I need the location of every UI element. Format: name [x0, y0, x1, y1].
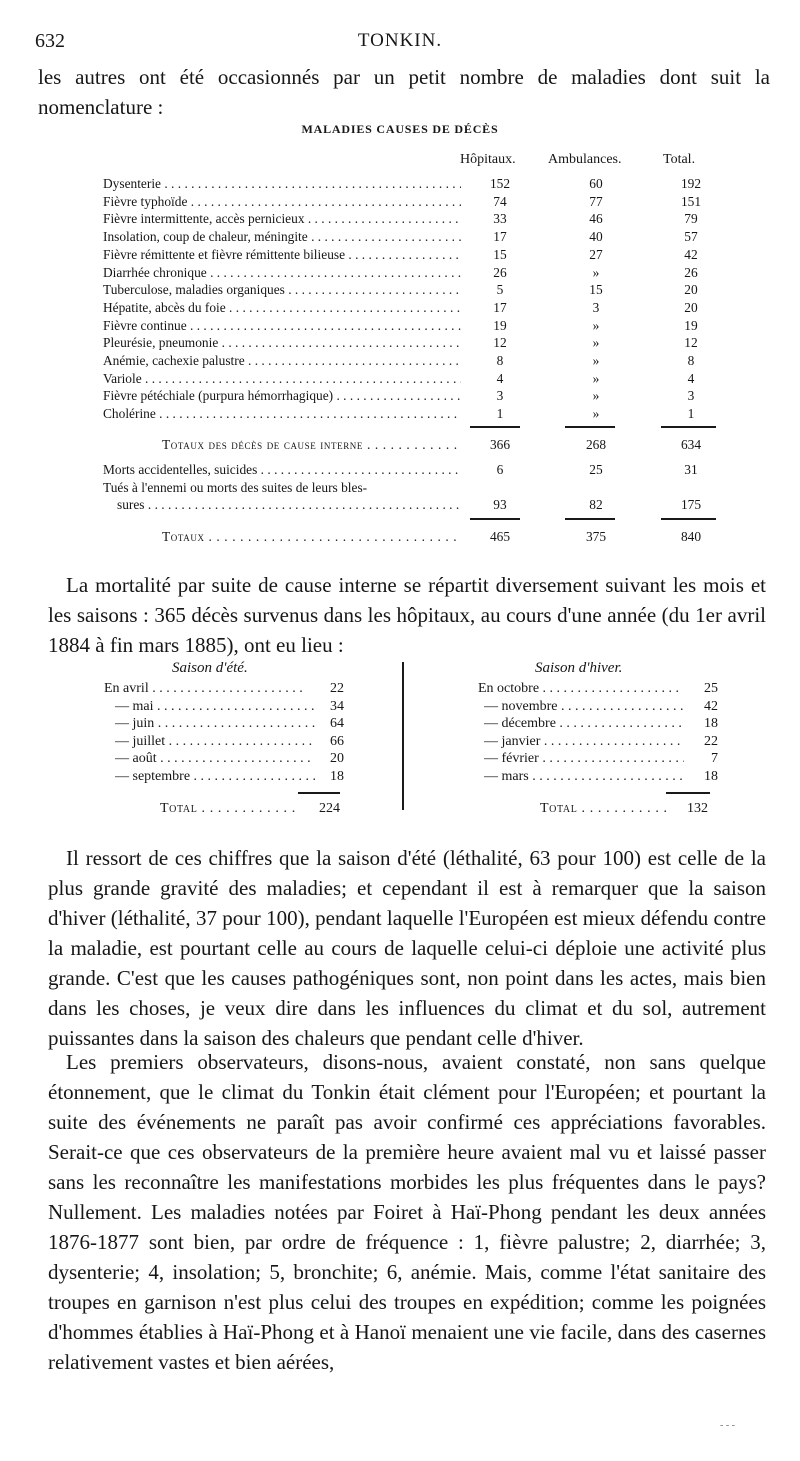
- table-row: [103, 265, 723, 283]
- row-hopitaux: 12: [493, 335, 507, 351]
- row-label: Pleurésie, pneumonie . . .: [103, 335, 461, 351]
- summer-row: [104, 734, 344, 752]
- grand-total-ambulances: 375: [585, 529, 607, 544]
- month-label: — mars . . .: [484, 769, 684, 785]
- subtotal-row: [162, 437, 723, 455]
- row-total: 20: [684, 299, 698, 315]
- month-value: 18: [704, 716, 718, 731]
- accidental-ambulances: 25: [589, 462, 603, 477]
- killed-row: [117, 497, 723, 515]
- table-caption: MALADIES CAUSES DE DÉCÈS: [301, 122, 499, 136]
- row-hopitaux: 17: [493, 229, 507, 245]
- month-label: — septembre . . .: [115, 769, 315, 785]
- summer-title: Saison d'été.: [172, 660, 248, 676]
- row-ambulances: 46: [589, 211, 603, 227]
- summer-row: [104, 751, 344, 769]
- month-value: 22: [330, 681, 344, 696]
- column-rule: [661, 518, 716, 520]
- row-label: Fièvre rémittente et fièvre rémittente bilieuse . . .: [103, 247, 461, 263]
- month-value: 7: [711, 751, 718, 766]
- row-total: 12: [684, 335, 698, 351]
- month-label: — novembre . . .: [484, 699, 684, 715]
- row-total: 4: [687, 370, 695, 386]
- accidental-label: Morts accidentelles, suicides . . .: [103, 462, 461, 478]
- month-value: 22: [704, 733, 718, 749]
- row-total: 26: [684, 264, 698, 280]
- month-value: 20: [330, 751, 344, 766]
- row-total: 3: [687, 388, 695, 404]
- month-label: — janvier . . .: [484, 734, 684, 750]
- summer-total-row: [160, 801, 340, 819]
- row-hopitaux: 3: [496, 388, 504, 404]
- column-rule: [661, 426, 716, 428]
- intro-paragraph: les autres ont été occasionnés par un petit nombre de maladies dont suit la nomenclature :: [38, 65, 770, 119]
- month-label: — mai . . .: [115, 699, 315, 715]
- row-ambulances: 3: [592, 299, 600, 315]
- winter-row: [478, 734, 718, 752]
- summer-total-label: Total . . .: [160, 801, 300, 817]
- table-row: [103, 300, 723, 318]
- row-hopitaux: 19: [493, 317, 507, 333]
- footer-mark: - - -: [720, 1420, 735, 1431]
- winter-title: Saison d'hiver.: [535, 660, 623, 676]
- grand-total-label: Totaux . . .: [162, 529, 461, 545]
- row-total: 79: [684, 211, 698, 227]
- table-row: [103, 176, 723, 194]
- row-ambulances: »: [592, 406, 600, 422]
- row-hopitaux: 1: [496, 406, 504, 422]
- row-hopitaux: 74: [493, 193, 507, 209]
- summer-row: [104, 716, 344, 734]
- row-total: 42: [684, 246, 698, 262]
- row-label: Fièvre intermittente, accès pernicieux . . .: [103, 211, 461, 227]
- row-ambulances: »: [592, 264, 600, 280]
- row-hopitaux: 33: [493, 211, 507, 227]
- winter-row: [478, 769, 718, 787]
- accidental-total: 31: [684, 462, 698, 477]
- month-label: En avril . . .: [104, 681, 304, 697]
- month-label: — juillet . . .: [115, 734, 315, 750]
- row-label: Anémie, cachexie palustre . . .: [103, 353, 461, 369]
- row-total: 151: [680, 193, 702, 209]
- table-row: [103, 282, 723, 300]
- column-rule: [565, 518, 615, 520]
- subtotal-label: Totaux des décès de cause interne . . .: [162, 437, 461, 453]
- winter-row: [478, 699, 718, 717]
- observers-paragraph: Les premiers observateurs, disons-nous, avaient constaté, non sans quelque étonnement, que le climat du Tonkin était clément pour l'Européen; et pourtant la suite des événements ne paraît pas avoir confirmé ces appréciations favorables. Serait-ce que ces observateurs de la première heure avaient mal vu et laissé passer sans les reconnaître les manifestations morbides les plus fréquentes dans le pays? Nullement. Les maladies notées par Foiret à Haï-Phong pendant les deux années 1876-1877 sont bien, par ordre de fréquence : 1, fièvre palustre; 2, diarrhée; 3, dysenterie; 4, insolation; 5, bronchite; 6, anémie. Mais, comme l'état sanitaire des troupes en garnison n'est plus celui des troupes en expédition; comme les poignées d'hommes établies à Haï-Phong et à Hanoï menaient une vie facile, dans des casernes relativement vastes et bien aérées,: [48, 1050, 766, 1374]
- row-ambulances: »: [592, 370, 600, 386]
- table-row: [103, 371, 723, 389]
- gravity-paragraph: Il ressort de ces chiffres que la saison d'été (léthalité, 63 pour 100) est celle de la plus grande gravité des maladies; et cependant il est à remarquer que la saison d'hiver (léthalité, 37 pour 100), pendant laquelle l'Européen est mieux défendu contre la maladie, est pourtant celle au cours de laquelle celui-ci déploie une activité plus grande. C'est que les causes pathogéniques sont, non point dans les actes, mais bien dans les choses, je veux dire dans les influences du climat et du sol, autrement puissantes dans la saison des chaleurs que pendant celle d'hiver.: [48, 846, 766, 1050]
- month-value: 64: [330, 716, 344, 731]
- winter-total-label: Total . . .: [540, 801, 668, 817]
- subtotal-total: 634: [680, 437, 702, 452]
- accidental-row: [103, 462, 723, 480]
- killed-label-line2: sures . . .: [117, 497, 461, 513]
- killed-ambulances: 82: [589, 497, 603, 512]
- table-row: [103, 211, 723, 229]
- table-row: [103, 388, 723, 406]
- page-number: 632: [35, 30, 65, 52]
- row-ambulances: »: [592, 317, 600, 333]
- summer-row: [104, 769, 344, 787]
- table-row: [103, 247, 723, 265]
- summer-row: [104, 681, 344, 699]
- row-total: 8: [687, 353, 695, 368]
- summer-total-rule: [298, 792, 340, 794]
- table-row: [103, 406, 723, 424]
- month-label: — juin . . .: [115, 716, 315, 732]
- row-total: 19: [684, 317, 698, 333]
- table-row: [103, 318, 723, 336]
- winter-row: [478, 681, 718, 699]
- subtotal-ambulances: 268: [585, 437, 607, 452]
- column-header-total: Total.: [663, 152, 696, 167]
- month-value: 42: [704, 698, 718, 714]
- row-hopitaux: 8: [496, 353, 504, 368]
- killed-total: 175: [680, 497, 702, 512]
- row-label: Fièvre pétéchiale (purpura hémorrhagique) . . .: [103, 388, 461, 404]
- season-divider: [402, 662, 404, 810]
- month-label: — décembre . . .: [484, 716, 684, 732]
- table-row: [103, 194, 723, 212]
- column-rule: [565, 426, 615, 428]
- row-label: Insolation, coup de chaleur, méningite . . .: [103, 229, 461, 245]
- column-rule: [470, 426, 520, 428]
- row-total: 57: [684, 229, 698, 245]
- row-ambulances: 77: [589, 193, 603, 209]
- winter-row: [478, 751, 718, 769]
- row-label: Fièvre continue . . .: [103, 318, 461, 334]
- grand-total-total: 840: [680, 529, 702, 544]
- row-total: 1: [687, 406, 695, 422]
- month-label: En octobre . . .: [478, 681, 678, 697]
- row-ambulances: »: [592, 353, 600, 368]
- mortality-paragraph: La mortalité par suite de cause interne se répartit diversement suivant les mois et les saisons : 365 décès survenus dans les hôpitaux, au cours d'une année (du 1er avril 1884 à fin mars 1885), ont eu lieu :: [48, 573, 766, 657]
- killed-label-line1: Tués à l'ennemi ou morts des suites de leurs bles-: [103, 480, 368, 495]
- row-hopitaux: 152: [489, 176, 511, 191]
- row-label: Dysenterie . . .: [103, 176, 461, 192]
- month-value: 66: [330, 733, 344, 749]
- month-value: 18: [330, 768, 344, 784]
- column-rule: [470, 518, 520, 520]
- winter-row: [478, 716, 718, 734]
- row-ambulances: »: [592, 335, 600, 351]
- column-header-ambulances: Ambulances.: [548, 152, 622, 167]
- month-label: — février . . .: [484, 751, 684, 767]
- row-hopitaux: 17: [493, 299, 507, 315]
- month-label: — août . . .: [115, 751, 315, 767]
- row-label: Fièvre typhoïde . . .: [103, 194, 461, 210]
- row-total: 192: [680, 176, 702, 191]
- grand-total-row: [162, 529, 723, 547]
- column-header-hopitaux: Hôpitaux.: [460, 152, 516, 167]
- killed-hopitaux: 93: [493, 497, 507, 512]
- row-label: Variole . . .: [103, 371, 461, 387]
- row-hopitaux: 4: [496, 370, 504, 386]
- row-total: 20: [684, 282, 698, 298]
- row-ambulances: 27: [589, 246, 603, 262]
- row-ambulances: 15: [589, 282, 603, 298]
- row-hopitaux: 5: [496, 282, 504, 298]
- grand-total-hopitaux: 465: [489, 529, 511, 544]
- row-label: Hépatite, abcès du foie . . .: [103, 300, 461, 316]
- subtotal-hopitaux: 366: [489, 437, 511, 452]
- table-row: [103, 335, 723, 353]
- winter-total-row: [540, 801, 708, 819]
- row-ambulances: 60: [589, 176, 603, 191]
- winter-total-value: 132: [687, 801, 708, 816]
- row-label: Cholérine . . .: [103, 406, 461, 422]
- row-label: Tuberculose, maladies organiques . . .: [103, 282, 461, 298]
- row-ambulances: 40: [589, 229, 603, 245]
- row-label: Diarrhée chronique . . .: [103, 265, 461, 281]
- month-value: 18: [704, 768, 718, 784]
- table-row: [103, 353, 723, 371]
- table-row: [103, 229, 723, 247]
- row-hopitaux: 15: [493, 246, 507, 262]
- summer-row: [104, 699, 344, 717]
- running-title: TONKIN.: [357, 30, 443, 51]
- summer-total-value: 224: [319, 801, 340, 816]
- row-ambulances: »: [592, 388, 600, 404]
- winter-total-rule: [666, 792, 710, 794]
- row-hopitaux: 26: [493, 264, 507, 280]
- accidental-hopitaux: 6: [496, 462, 504, 477]
- month-value: 25: [704, 681, 718, 696]
- month-value: 34: [330, 698, 344, 714]
